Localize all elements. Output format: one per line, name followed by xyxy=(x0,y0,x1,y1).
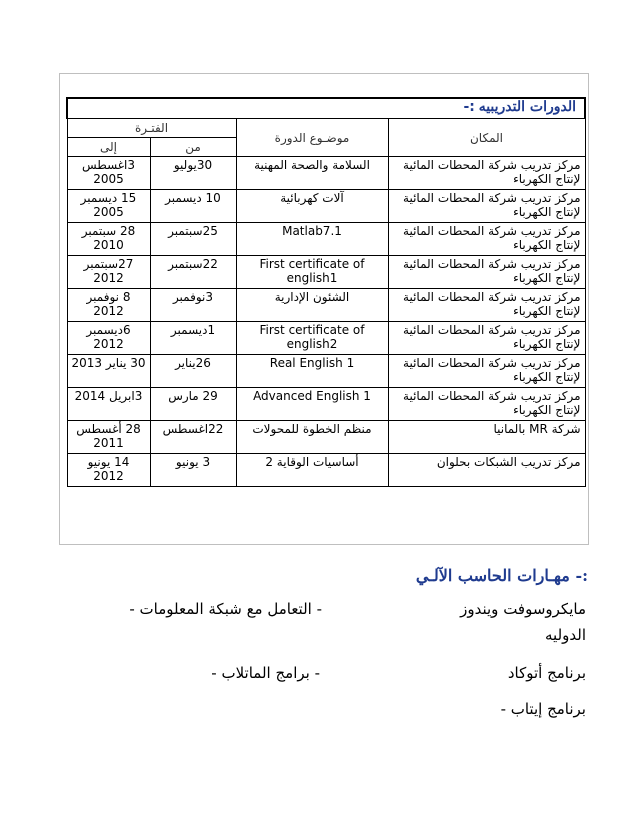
cell-from: 22سبتمبر xyxy=(150,256,236,289)
table-row xyxy=(67,388,585,421)
cell-to: 28 سبتمبر 2010 xyxy=(67,223,150,256)
skill-autocad: برنامج أتوكاد xyxy=(507,664,586,682)
table-row xyxy=(67,322,585,355)
cell-topic: Advanced English 1 xyxy=(236,388,388,421)
cell-topic: First certificate of english2 xyxy=(236,322,388,355)
cell-topic: منظم الخطوة للمحولات xyxy=(236,421,388,454)
header-place: المكان xyxy=(388,119,585,157)
table-row xyxy=(67,223,585,256)
cell-place: مركز تدريب شركة المحطات المائية لإنتاج الكهرباء xyxy=(388,289,585,322)
skill-network-line2: الدوليه xyxy=(545,626,586,644)
courses-table xyxy=(66,97,586,487)
cell-place: مركز تدريب شركة المحطات المائية لإنتاج الكهرباء xyxy=(388,157,585,190)
cell-from: 30يوليو xyxy=(150,157,236,190)
cell-place: مركز تدريب شركة المحطات المائية لإنتاج الكهرباء xyxy=(388,223,585,256)
cell-topic: First certificate of english1 xyxy=(236,256,388,289)
cell-to: 8 نوفمبر 2012 xyxy=(67,289,150,322)
skills-title xyxy=(416,566,588,585)
cell-to: 28 أغسطس 2011 xyxy=(67,421,150,454)
cell-topic: Real English 1 xyxy=(236,355,388,388)
courses-title-marker: :- xyxy=(463,99,475,115)
skill-etap: برنامج إيتاب - xyxy=(500,700,586,718)
cell-to: 30 يناير 2013 xyxy=(67,355,150,388)
cell-from: 22اغسطس xyxy=(150,421,236,454)
cell-place: مركز تدريب شركة المحطات المائية لإنتاج الكهرباء xyxy=(388,322,585,355)
cell-from: 3نوفمبر xyxy=(150,289,236,322)
cell-topic: أساسيات الوقاية 2 xyxy=(236,454,388,487)
table-row xyxy=(67,421,585,454)
table-row xyxy=(67,289,585,322)
cell-to: 3اغسطس 2005 xyxy=(67,157,150,190)
cell-from: 3 يونيو xyxy=(150,454,236,487)
header-period: الفتـرة xyxy=(67,119,236,138)
table-row xyxy=(67,256,585,289)
cell-place: مركز تدريب شركة المحطات المائية لإنتاج الكهرباء xyxy=(388,256,585,289)
skill-network-line1: - التعامل مع شبكة المعلومات - xyxy=(129,600,322,618)
cell-topic: آلات كهربائية xyxy=(236,190,388,223)
table-row xyxy=(67,157,585,190)
skills-title-marker: :- xyxy=(575,566,588,585)
table-row xyxy=(67,190,585,223)
cell-from: 26يناير xyxy=(150,355,236,388)
cell-topic: السلامة والصحة المهنية xyxy=(236,157,388,190)
skill-windows: مايكروسوفت ويندوز xyxy=(460,600,586,618)
cell-place: مركز تدريب الشبكات بحلوان xyxy=(388,454,585,487)
cell-to: 3ابريل 2014 xyxy=(67,388,150,421)
cell-place: مركز تدريب شركة المحطات المائية لإنتاج الكهرباء xyxy=(388,388,585,421)
table-row xyxy=(67,454,585,487)
cell-topic: Matlab7.1 xyxy=(236,223,388,256)
cell-from: 29 مارس xyxy=(150,388,236,421)
cell-to: 14 يونيو 2012 xyxy=(67,454,150,487)
cell-place: شركة MR بالمانيا xyxy=(388,421,585,454)
cell-from: 25سبتمبر xyxy=(150,223,236,256)
header-topic: موضـوع الدورة xyxy=(236,119,388,157)
header-from: من xyxy=(150,138,236,157)
header-to: إلى xyxy=(67,138,150,157)
cell-place: مركز تدريب شركة المحطات المائية لإنتاج الكهرباء xyxy=(388,355,585,388)
cell-to: 27سبتمبر 2012 xyxy=(67,256,150,289)
cell-topic: الشئون الإدارية xyxy=(236,289,388,322)
courses-title-cell xyxy=(67,98,585,119)
course-rows xyxy=(67,157,585,487)
cell-place: مركز تدريب شركة المحطات المائية لإنتاج الكهرباء xyxy=(388,190,585,223)
courses-title: الدورات التدريبيه xyxy=(478,99,576,115)
skill-matlab: - برامج الماتلاب - xyxy=(211,664,320,682)
cell-from: 1ديسمبر xyxy=(150,322,236,355)
skills-title-text: مهـارات الحاسب الآلـي xyxy=(415,566,570,585)
cell-to: 6ديسمبر 2012 xyxy=(67,322,150,355)
table-row xyxy=(67,355,585,388)
cell-to: 15 ديسمبر 2005 xyxy=(67,190,150,223)
cell-from: 10 ديسمبر xyxy=(150,190,236,223)
